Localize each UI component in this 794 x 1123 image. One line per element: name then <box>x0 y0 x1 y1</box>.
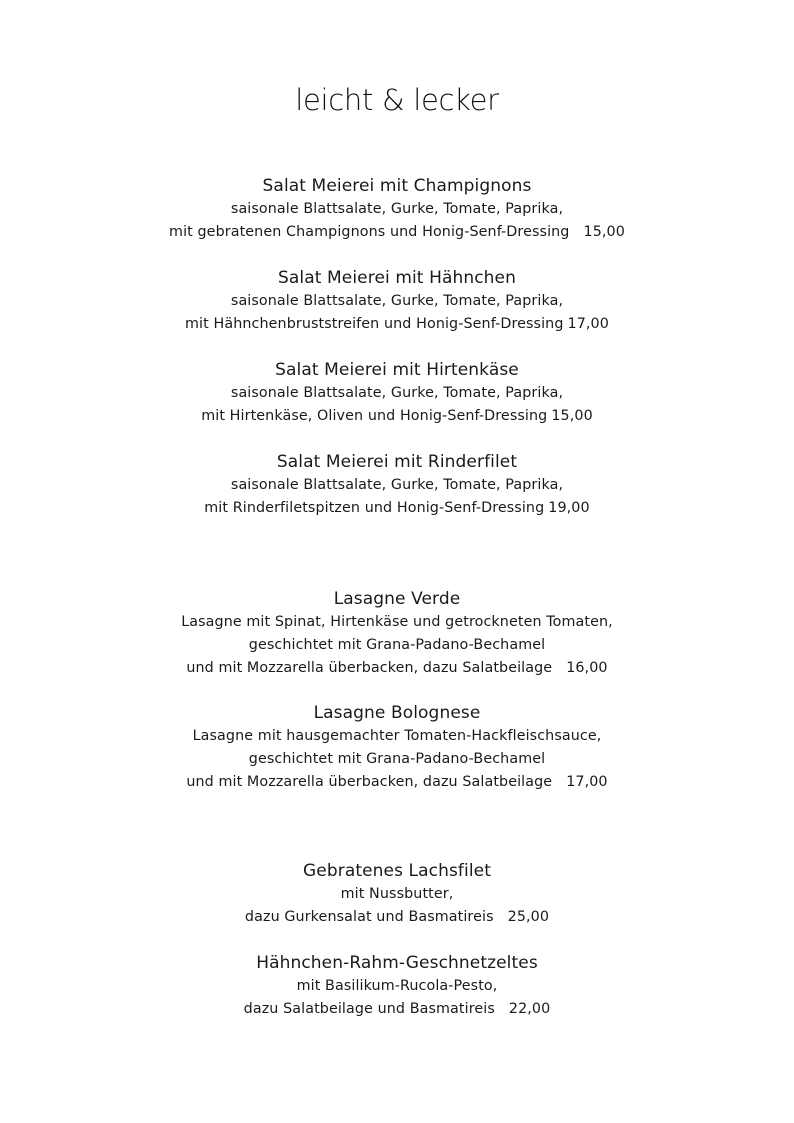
dish-price: 17,00 <box>567 316 609 332</box>
dish-description: mit Basilikum-Rucola-Pesto, <box>296 978 498 994</box>
dish-geschnetzeltes <box>0 952 794 1021</box>
dish-price: 15,00 <box>551 408 593 424</box>
dish-description: geschichtet mit Grana-Padano-Bechamel <box>248 751 546 767</box>
dish-description: saisonale Blattsalate, Gurke, Tomate, Paprika, <box>230 385 564 401</box>
dish-salat-champignons <box>0 175 794 244</box>
dish-description-text: und mit Mozzarella überbacken, dazu Salatbeilage <box>186 660 553 676</box>
dish-name: Salat Meierei mit Rinderfilet <box>276 452 518 472</box>
dish-name: Gebratenes Lachsfilet <box>303 861 491 881</box>
dish-description-text: dazu Gurkensalat und Basmatireis <box>244 909 494 925</box>
dish-description: mit Nussbutter, <box>340 886 454 902</box>
dish-description <box>0 771 794 794</box>
dish-price: 19,00 <box>548 500 590 516</box>
dish-description <box>0 405 794 428</box>
dish-description: saisonale Blattsalate, Gurke, Tomate, Paprika, <box>230 293 564 309</box>
dish-description: Lasagne mit hausgemachter Tomaten-Hackfleischsauce, <box>192 728 602 744</box>
dish-description-text: und mit Mozzarella überbacken, dazu Salatbeilage <box>186 774 553 790</box>
dish-salat-rinderfilet <box>0 451 794 520</box>
dish-description-text: mit Hirtenkäse, Oliven und Honig-Senf-Dressing <box>201 408 548 424</box>
dish-description-text: dazu Salatbeilage und Basmatireis <box>243 1001 495 1017</box>
dish-price: 17,00 <box>566 774 608 790</box>
dish-description: Lasagne mit Spinat, Hirtenkäse und getrockneten Tomaten, <box>181 614 613 630</box>
dish-price: 25,00 <box>507 909 550 925</box>
dish-salat-haehnchen <box>0 267 794 336</box>
dish-description-text: mit gebratenen Champignons und Honig-Senf-Dressing <box>169 224 570 240</box>
dish-description <box>0 221 794 244</box>
dish-name: Salat Meierei mit Hirtenkäse <box>275 360 519 380</box>
dish-lasagne-bolognese <box>0 702 794 794</box>
dish-description <box>0 497 794 520</box>
dish-description: saisonale Blattsalate, Gurke, Tomate, Paprika, <box>230 477 564 493</box>
dish-description <box>0 313 794 336</box>
dish-price: 15,00 <box>583 224 625 240</box>
dish-description: saisonale Blattsalate, Gurke, Tomate, Paprika, <box>230 201 564 217</box>
dish-name: Lasagne Bolognese <box>313 703 481 723</box>
dish-lasagne-verde <box>0 588 794 680</box>
dish-price: 16,00 <box>566 660 608 676</box>
dish-name: Hähnchen-Rahm-Geschnetzeltes <box>256 953 538 973</box>
dish-name: Salat Meierei mit Hähnchen <box>278 268 516 288</box>
dish-description-text: mit Rinderfiletspitzen und Honig-Senf-Dressing <box>204 500 545 516</box>
dish-description <box>0 998 794 1021</box>
dish-description: geschichtet mit Grana-Padano-Bechamel <box>248 637 546 653</box>
dish-name: Salat Meierei mit Champignons <box>262 176 532 196</box>
dish-description <box>0 906 794 929</box>
dish-name: Lasagne Verde <box>333 589 461 609</box>
menu-title: leicht & lecker <box>295 83 499 117</box>
dish-salat-hirtenkaese <box>0 359 794 428</box>
dish-price: 22,00 <box>508 1001 551 1017</box>
dish-description-text: mit Hähnchenbruststreifen und Honig-Senf-Dressing <box>185 316 564 332</box>
dish-lachsfilet <box>0 860 794 929</box>
dish-description <box>0 657 794 680</box>
